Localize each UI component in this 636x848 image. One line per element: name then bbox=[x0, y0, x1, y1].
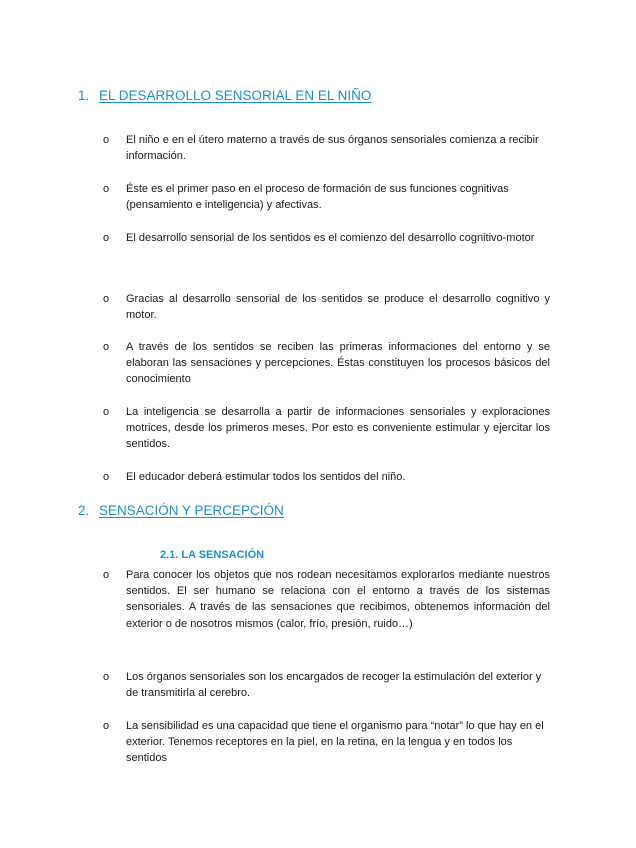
list-item bbox=[103, 339, 550, 388]
bullet-icon: o bbox=[103, 232, 110, 244]
list-item-text: Éste es el primer paso en el proceso de formación de sus funciones cognitivas (pensamiento e inteligencia) y afectivas. bbox=[126, 183, 509, 212]
list-item-text: Para conocer los objetos que nos rodean necesitamos explorarlos mediante nuestros sentidos. El ser humano se relaciona con el entorno a través de los sistemas sensoriales. A través de las sensaciones que recibimos, obtenemos información del exterior o de nosotros mismos (calor, frío, presión, ruido…) bbox=[126, 569, 550, 630]
list-item bbox=[103, 669, 550, 701]
list-item-text: El niño e en el útero materno a través de sus órganos sensoriales comienza a recibir información. bbox=[126, 134, 539, 163]
bullet-icon: o bbox=[103, 183, 110, 195]
section-2-heading bbox=[78, 503, 284, 518]
bullet-icon: o bbox=[103, 134, 110, 146]
list-item-text: El educador deberá estimular todos los sentidos del niño. bbox=[126, 471, 406, 483]
bullet-icon: o bbox=[103, 293, 110, 305]
list-item bbox=[103, 291, 550, 323]
list-item bbox=[103, 404, 550, 453]
section-2-title: SENSACIÓN Y PERCEPCIÓN bbox=[99, 503, 284, 518]
section-1-title: EL DESARROLLO SENSORIAL EN EL NIÑO bbox=[99, 88, 372, 103]
bullet-icon: o bbox=[103, 406, 110, 418]
list-item-text: Gracias al desarrollo sensorial de los sentidos se produce el desarrollo cognitivo y motor. bbox=[126, 293, 550, 322]
list-item bbox=[103, 567, 550, 632]
bullet-icon: o bbox=[103, 471, 110, 483]
bullet-icon: o bbox=[103, 720, 110, 732]
list-item bbox=[103, 132, 550, 164]
section-1-heading bbox=[78, 88, 371, 103]
list-item bbox=[103, 718, 550, 767]
list-item bbox=[103, 230, 550, 246]
list-item-text: Los órganos sensoriales son los encargados de recoger la estimulación del exterior y de transmitirla al cerebro. bbox=[126, 671, 542, 700]
section-2-number: 2. bbox=[78, 503, 90, 518]
list-item-text: La sensibilidad es una capacidad que tiene el organismo para “notar” lo que hay en el exterior. Tenemos receptores en la piel, en la retina, en la lengua y en todos los sentidos bbox=[126, 720, 544, 765]
list-item bbox=[103, 469, 550, 485]
list-item-text: A través de los sentidos se reciben las primeras informaciones del entorno y se elaboran las sensaciones y percepciones. Éstas constituyen los procesos básicos del conocimiento bbox=[126, 341, 550, 386]
bullet-icon: o bbox=[103, 671, 110, 683]
list-item-text: El desarrollo sensorial de los sentidos es el comienzo del desarrollo cognitivo-motor bbox=[126, 232, 535, 244]
subsection-2-1-heading: 2.1. LA SENSACIÓN bbox=[160, 549, 265, 561]
bullet-icon: o bbox=[103, 569, 110, 581]
section-1-number: 1. bbox=[78, 88, 90, 103]
bullet-icon: o bbox=[103, 341, 110, 353]
list-item bbox=[103, 181, 550, 213]
list-item-text: La inteligencia se desarrolla a partir de informaciones sensoriales y exploraciones motrices, desde los primeros meses. Por esto es conveniente estimular y ejercitar los sentidos. bbox=[126, 406, 550, 451]
